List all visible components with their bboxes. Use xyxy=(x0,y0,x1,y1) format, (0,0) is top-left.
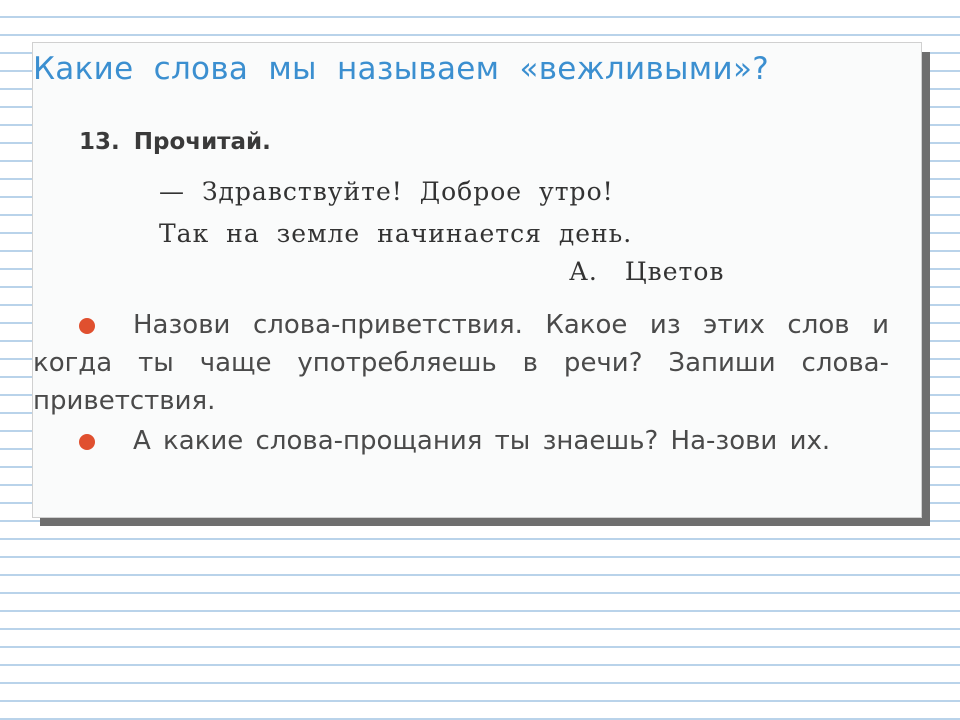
page-title: Какие слова мы называем «вежливыми»? xyxy=(33,51,769,87)
task-label: Прочитай. xyxy=(133,129,271,155)
instruction-text: Назови слова-приветствия. Какое из этих слов и когда ты чаще употребляешь в речи? Запиши слова-приветствия. xyxy=(33,310,889,416)
poem-author: А. Цветов xyxy=(569,257,725,286)
task-number: 13. xyxy=(79,129,120,155)
instruction-paragraph xyxy=(33,422,889,460)
poem-line-1: — Здравствуйте! Доброе утро! xyxy=(159,177,614,206)
task-heading xyxy=(79,129,271,155)
textbook-exercise-card xyxy=(32,42,922,518)
poem-line-2: Так на земле начинается день. xyxy=(159,219,633,248)
instruction-paragraph xyxy=(33,306,889,420)
instruction-text: А какие слова-прощания ты знаешь? На-зови их. xyxy=(133,426,831,456)
